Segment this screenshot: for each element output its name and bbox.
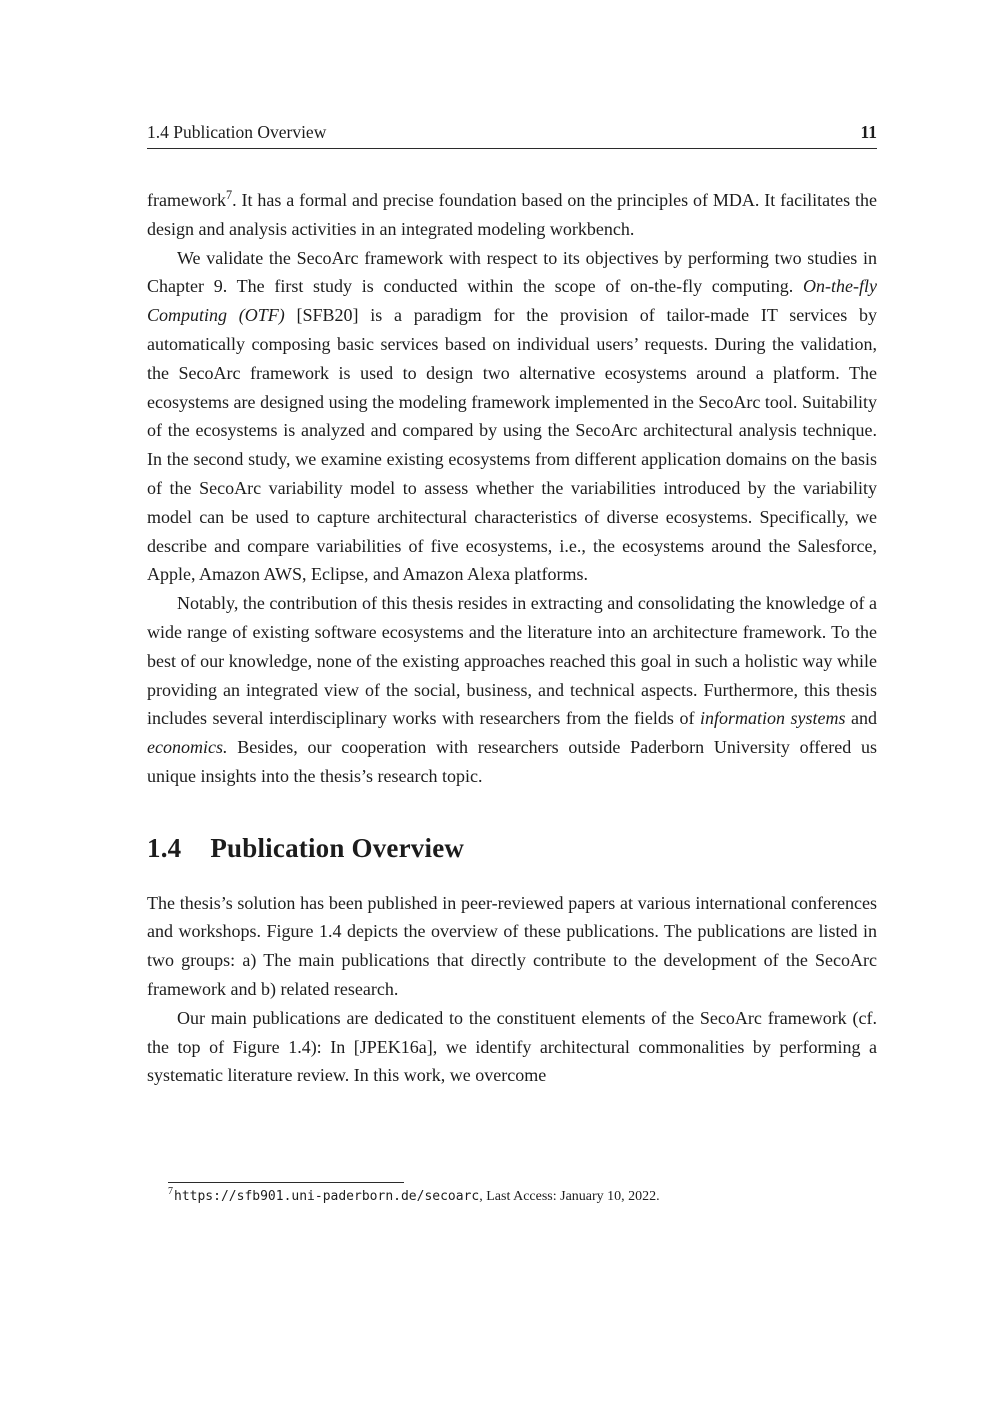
section-heading bbox=[147, 834, 877, 863]
footnote-marker: 7 bbox=[168, 1186, 173, 1198]
paragraph-main-publications bbox=[147, 1004, 877, 1090]
footnote-access-text: , Last Access: January 10, 2022. bbox=[479, 1189, 660, 1204]
header-rule bbox=[147, 148, 877, 149]
section-title: Publication Overview bbox=[210, 832, 465, 863]
footnote-rule bbox=[168, 1182, 404, 1183]
text-run: economics. bbox=[147, 737, 228, 758]
text-run: On-the-fly Computing (OTF) bbox=[147, 276, 877, 326]
content-column bbox=[147, 122, 877, 1090]
running-head: 1.4 Publication Overview bbox=[147, 122, 327, 142]
footnote bbox=[168, 1182, 877, 1206]
text-run: Besides, our cooperation with researchers outside Paderborn University offered us unique insights into the thesis’s research topic. bbox=[147, 737, 877, 786]
page-number: 11 bbox=[860, 122, 877, 142]
text-run: The thesis’s solution has been published in peer-reviewed papers at various international conferences and workshops. Figure 1.4 depicts the overview of these publications. The publications are listed in two groups: a) The main publications that directly contribute to the development of the SecoArc framework and b) related research. bbox=[147, 892, 877, 999]
page-header bbox=[147, 122, 877, 142]
text-run: and bbox=[845, 708, 877, 729]
paragraph-contribution bbox=[147, 589, 877, 791]
page-body bbox=[147, 186, 877, 1090]
text-run: framework bbox=[147, 190, 226, 210]
footnote-url[interactable]: https://sfb901.uni-paderborn.de/secoarc bbox=[174, 1189, 480, 1204]
text-run: [SFB20] is a paradigm for the provision of tailor-made IT services by automatically composing basic services based on individual users’ requests. During the validation, the SecoArc framework is used to design two alternative ecosystems around a platform. The ecosystems are designed using the modeling framework implemented in the SecoArc tool. Suitability of the ecosystems is analyzed and compared by using the SecoArc architectural analysis technique. In the second study, we examine existing ecosystems from different application domains on the basis of the SecoArc variability model to assess whether the variabilities introduced by the variability model can be used to capture architectural characteristics of diverse ecosystems. Specifically, we describe and compare variabilities of five ecosystems, i.e., the ecosystems around the Salesforce, Apple, Amazon AWS, Eclipse, and Amazon Alexa platforms. bbox=[147, 305, 878, 585]
text-run: Notably, the contribution of this thesis resides in extracting and consolidating the knowledge of a wide range of existing software ecosystems and the literature into an architecture framework. To the best of our knowledge, none of the existing approaches reached this goal in such a holistic way while providing an integrated view of the social, business, and technical aspects. Furthermore, this thesis includes several interdisciplinary works with researchers from the fields of bbox=[147, 593, 877, 729]
paragraph-validation bbox=[147, 244, 877, 590]
section-number: 1.4 bbox=[147, 832, 182, 863]
footnote-line bbox=[168, 1188, 877, 1206]
paragraph-framework bbox=[147, 186, 877, 244]
text-run: 7 bbox=[225, 188, 233, 202]
paragraph-publications-intro bbox=[147, 889, 877, 1004]
text-run: Our main publications are dedicated to the constituent elements of the SecoArc framework (cf. the top of Figure 1.4): In [JPEK16a], we identify architectural commonalities by performing a systematic literature review. In this work, we overcome bbox=[147, 1007, 877, 1086]
text-run: . It has a formal and precise foundation based on the principles of MDA. It facilitates the design and analysis activities in an integrated modeling workbench. bbox=[147, 190, 877, 239]
text-run: information systems bbox=[699, 708, 846, 729]
text-run: We validate the SecoArc framework with respect to its objectives by performing two studies in Chapter 9. The first study is conducted within the scope of on-the-fly computing. bbox=[147, 247, 877, 297]
